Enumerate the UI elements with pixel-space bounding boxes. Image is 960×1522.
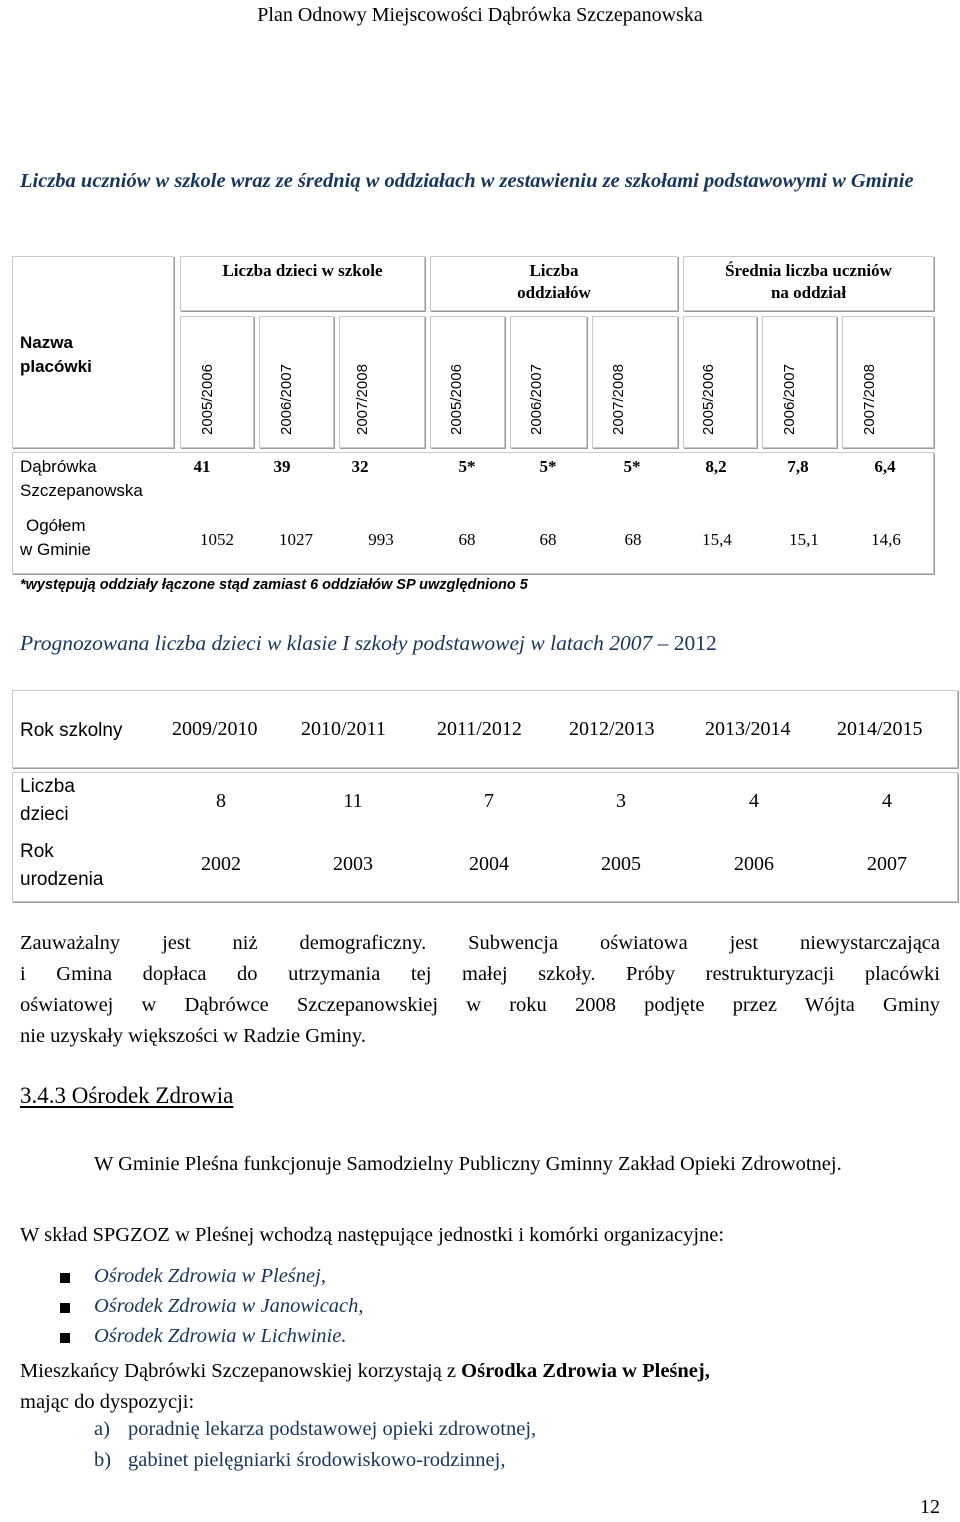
t1-year-label: 2006/2007 xyxy=(528,364,545,435)
t1-r1-value: 32 xyxy=(351,457,369,476)
t1-group-label: Średnia liczba uczniów na oddział xyxy=(725,261,892,302)
unit-list-item xyxy=(94,1295,364,1318)
t1-r1-value: 7,8 xyxy=(787,457,809,476)
t1-year-cell xyxy=(842,316,934,448)
unit-list-item xyxy=(94,1325,346,1348)
paragraph-residents-text: Mieszkańcy Dąbrówki Szczepanowskiej korzystają z xyxy=(20,1360,462,1382)
running-header: Plan Odnowy Miejscowości Dąbrówka Szczepanowska xyxy=(257,4,703,26)
square-bullet-icon xyxy=(60,1273,70,1283)
paragraph-demography xyxy=(20,928,940,1052)
t1-year-label: 2006/2007 xyxy=(278,364,295,435)
t1-year-label: 2005/2006 xyxy=(700,364,717,435)
t1-r1-value: 39 xyxy=(273,457,291,476)
t2-birth-year: 2003 xyxy=(333,853,373,875)
t2-school-year: 2013/2014 xyxy=(705,718,791,740)
table2-title-tail: 2012 xyxy=(673,631,717,655)
t1-r2-value: 14,6 xyxy=(871,530,901,549)
t2-children-label-line2: dzieci xyxy=(20,804,69,825)
t1-r2-value: 68 xyxy=(624,530,642,549)
t1-row1-name-line1: Dąbrówka xyxy=(20,457,97,476)
service-text: poradnię lekarza podstawowej opieki zdrowotnej, xyxy=(128,1418,537,1440)
t2-school-year: 2011/2012 xyxy=(437,718,522,740)
t2-birth-label xyxy=(20,838,103,894)
t2-birth-year: 2006 xyxy=(734,853,774,875)
table2-title xyxy=(20,631,717,656)
t1-group-cell xyxy=(180,256,425,311)
table1-footnote: *występują oddziały łączone stąd zamiast 6 oddziałów SP uwzględniono 5 xyxy=(20,577,528,593)
service-letter: b) xyxy=(94,1449,112,1471)
t2-header-label: Rok szkolny xyxy=(20,720,123,741)
t1-year-cell xyxy=(430,316,505,448)
t2-school-year: 2009/2010 xyxy=(172,718,258,740)
t1-corner-header: Nazwa placówki xyxy=(20,333,92,376)
t1-r2-value: 68 xyxy=(539,530,557,549)
square-bullet-icon xyxy=(60,1333,70,1343)
t1-group-cell xyxy=(430,256,678,311)
section-heading: 3.4.3 Ośrodek Zdrowia xyxy=(20,1083,234,1108)
t1-row2-name-line2: w Gminie xyxy=(20,540,91,559)
t1-row1-name-line2: Szczepanowska xyxy=(20,481,143,500)
t1-r1-value: 5* xyxy=(458,457,476,476)
unit-list-item-text: Ośrodek Zdrowia w Pleśnej, xyxy=(94,1265,326,1287)
t1-year-label: 2005/2006 xyxy=(448,364,465,435)
t1-year-cell xyxy=(510,316,587,448)
t1-row2-name xyxy=(20,514,91,562)
t1-row1-name xyxy=(20,455,143,503)
t1-r1-value: 5* xyxy=(623,457,641,476)
t1-r2-value: 68 xyxy=(458,530,476,549)
t1-year-cell xyxy=(683,316,757,448)
service-list-item xyxy=(94,1418,536,1441)
t2-birth-year: 2002 xyxy=(201,853,241,875)
t1-year-cell xyxy=(259,316,334,448)
paragraph-residents-line2: mając do dyspozycji: xyxy=(20,1391,195,1413)
paragraph-spgzoz: W Gminie Pleśna funkcjonuje Samodzielny Publiczny Gminny Zakład Opieki Zdrowotnej. xyxy=(94,1153,842,1175)
t2-birth-label-line2: urodzenia xyxy=(20,869,104,890)
unit-list-item-text: Ośrodek Zdrowia w Janowicach, xyxy=(94,1295,364,1317)
t1-year-cell xyxy=(339,316,425,448)
t1-year-label: 2007/2008 xyxy=(354,364,371,435)
t1-corner-cell xyxy=(12,256,174,448)
t2-children-value: 11 xyxy=(343,790,363,812)
unit-list-item-text: Ośrodek Zdrowia w Lichwinie. xyxy=(94,1325,347,1347)
t2-children-label-line1: Liczba xyxy=(20,776,75,797)
t1-year-label: 2005/2006 xyxy=(199,364,216,435)
paragraph-demography-line: Zauważalny jest niż demograficzny. Subwencja oświatowa jest niewystarczająca xyxy=(20,932,940,954)
t2-children-value: 7 xyxy=(484,790,494,812)
paragraph-units-intro: W skład SPGZOZ w Pleśnej wchodzą następujące jednostki i komórki organizacyjne: xyxy=(20,1224,725,1246)
t1-r2-value: 15,4 xyxy=(702,530,732,549)
t1-year-label: 2007/2008 xyxy=(861,364,878,435)
t1-group-label: Liczba oddziałów xyxy=(517,261,591,302)
t1-r1-value: 8,2 xyxy=(705,457,727,476)
table1-title: Liczba uczniów w szkole wraz ze średnią w oddziałach w zestawieniu ze szkołami podstawowymi w Gminie xyxy=(20,170,914,192)
paragraph-demography-line: nie uzyskały większości w Radzie Gminy. xyxy=(20,1025,366,1047)
t2-children-label xyxy=(20,773,75,829)
t2-birth-year: 2004 xyxy=(469,853,509,875)
t1-r1-value: 5* xyxy=(539,457,557,476)
t1-year-cell xyxy=(180,316,254,448)
service-list-item xyxy=(94,1449,505,1472)
t2-school-year: 2010/2011 xyxy=(301,718,386,740)
t2-children-value: 8 xyxy=(216,790,226,812)
service-text: gabinet pielęgniarki środowiskowo-rodzinnej, xyxy=(128,1449,506,1471)
t1-r2-value: 15,1 xyxy=(789,530,819,549)
t1-year-label: 2006/2007 xyxy=(781,364,798,435)
t1-year-cell xyxy=(762,316,837,448)
t2-children-value: 4 xyxy=(749,790,759,812)
t2-birth-year: 2007 xyxy=(867,853,907,875)
t2-school-year: 2014/2015 xyxy=(837,718,923,740)
t2-children-value: 3 xyxy=(616,790,626,812)
t1-row2-name-line1: Ogółem xyxy=(26,516,86,535)
t1-group-label: Liczba dzieci w szkole xyxy=(222,261,383,280)
t1-r1-value: 6,4 xyxy=(874,457,896,476)
paragraph-demography-line: i Gmina dopłaca do utrzymania tej małej szkoły. Próby restrukturyzacji placówki xyxy=(20,963,940,985)
t1-r2-value: 1052 xyxy=(200,530,234,549)
t2-school-year: 2012/2013 xyxy=(569,718,655,740)
paragraph-demography-line: oświatowej w Dąbrówce Szczepanowskiej w roku 2008 podjęte przez Wójta Gminy xyxy=(20,994,940,1016)
t2-birth-year: 2005 xyxy=(601,853,641,875)
t1-group-cell xyxy=(683,256,934,311)
square-bullet-icon xyxy=(60,1303,70,1313)
t1-year-cell xyxy=(592,316,678,448)
paragraph-residents-bold: Ośrodka Zdrowia w Pleśnej, xyxy=(461,1360,710,1382)
t1-r1-value: 41 xyxy=(193,457,211,476)
paragraph-residents xyxy=(20,1356,940,1418)
t2-children-value: 4 xyxy=(882,790,892,812)
service-letter: a) xyxy=(94,1418,110,1440)
page-number: 12 xyxy=(920,1496,940,1518)
t1-r2-value: 993 xyxy=(368,530,394,549)
t2-birth-label-line1: Rok xyxy=(20,841,54,862)
t1-r2-value: 1027 xyxy=(279,530,313,549)
table2-title-main: Prognozowana liczba dzieci w klasie I szkoły podstawowej w latach 2007 – xyxy=(20,631,674,655)
t1-year-label: 2007/2008 xyxy=(610,364,627,435)
unit-list-item xyxy=(94,1265,326,1288)
